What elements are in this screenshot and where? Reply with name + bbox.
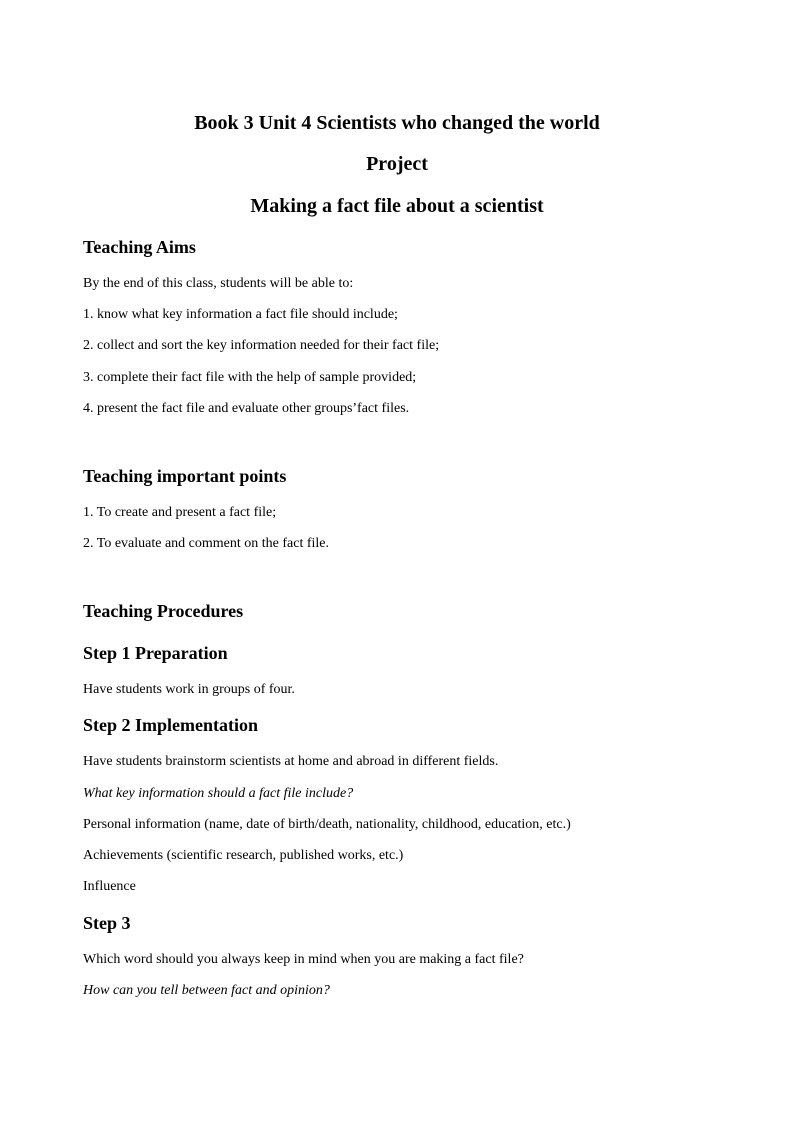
teaching-aim-item: 4. present the fact file and evaluate other groups’fact files. [83,401,410,416]
step-2-line: Influence [83,879,136,894]
important-point-item: 1. To create and present a fact file; [83,505,277,520]
step-2-line: Personal information (name, date of birth/death, nationality, childhood, education, etc.) [83,817,571,832]
step-1-text: Have students work in groups of four. [83,682,295,697]
step-3-text: Which word should you always keep in mind when you are making a fact file? [83,952,524,967]
step-2-heading: Step 2 Implementation [83,715,258,735]
important-point-item: 2. To evaluate and comment on the fact file. [83,536,330,551]
step-1-heading: Step 1 Preparation [83,643,228,663]
document-subtitle-2: Making a fact file about a scientist [250,195,544,217]
step-2-question: What key information should a fact file include? [83,786,354,801]
step-2-line: Achievements (scientific research, published works, etc.) [83,848,404,863]
step-3-question: How can you tell between fact and opinion? [83,983,330,998]
step-2-text: Have students brainstorm scientists at home and abroad in different fields. [83,754,499,769]
step-3-heading: Step 3 [83,913,131,933]
teaching-aims-intro: By the end of this class, students will be able to: [83,276,354,291]
teaching-aim-item: 1. know what key information a fact file should include; [83,307,398,322]
teaching-aim-item: 3. complete their fact file with the help of sample provided; [83,370,417,385]
teaching-aim-item: 2. collect and sort the key information needed for their fact file; [83,338,440,353]
teaching-procedures-heading: Teaching Procedures [83,601,244,621]
document-title: Book 3 Unit 4 Scientists who changed the world [194,112,600,134]
important-points-heading: Teaching important points [83,466,287,486]
teaching-aims-heading: Teaching Aims [83,237,196,257]
document-subtitle: Project [366,153,428,175]
